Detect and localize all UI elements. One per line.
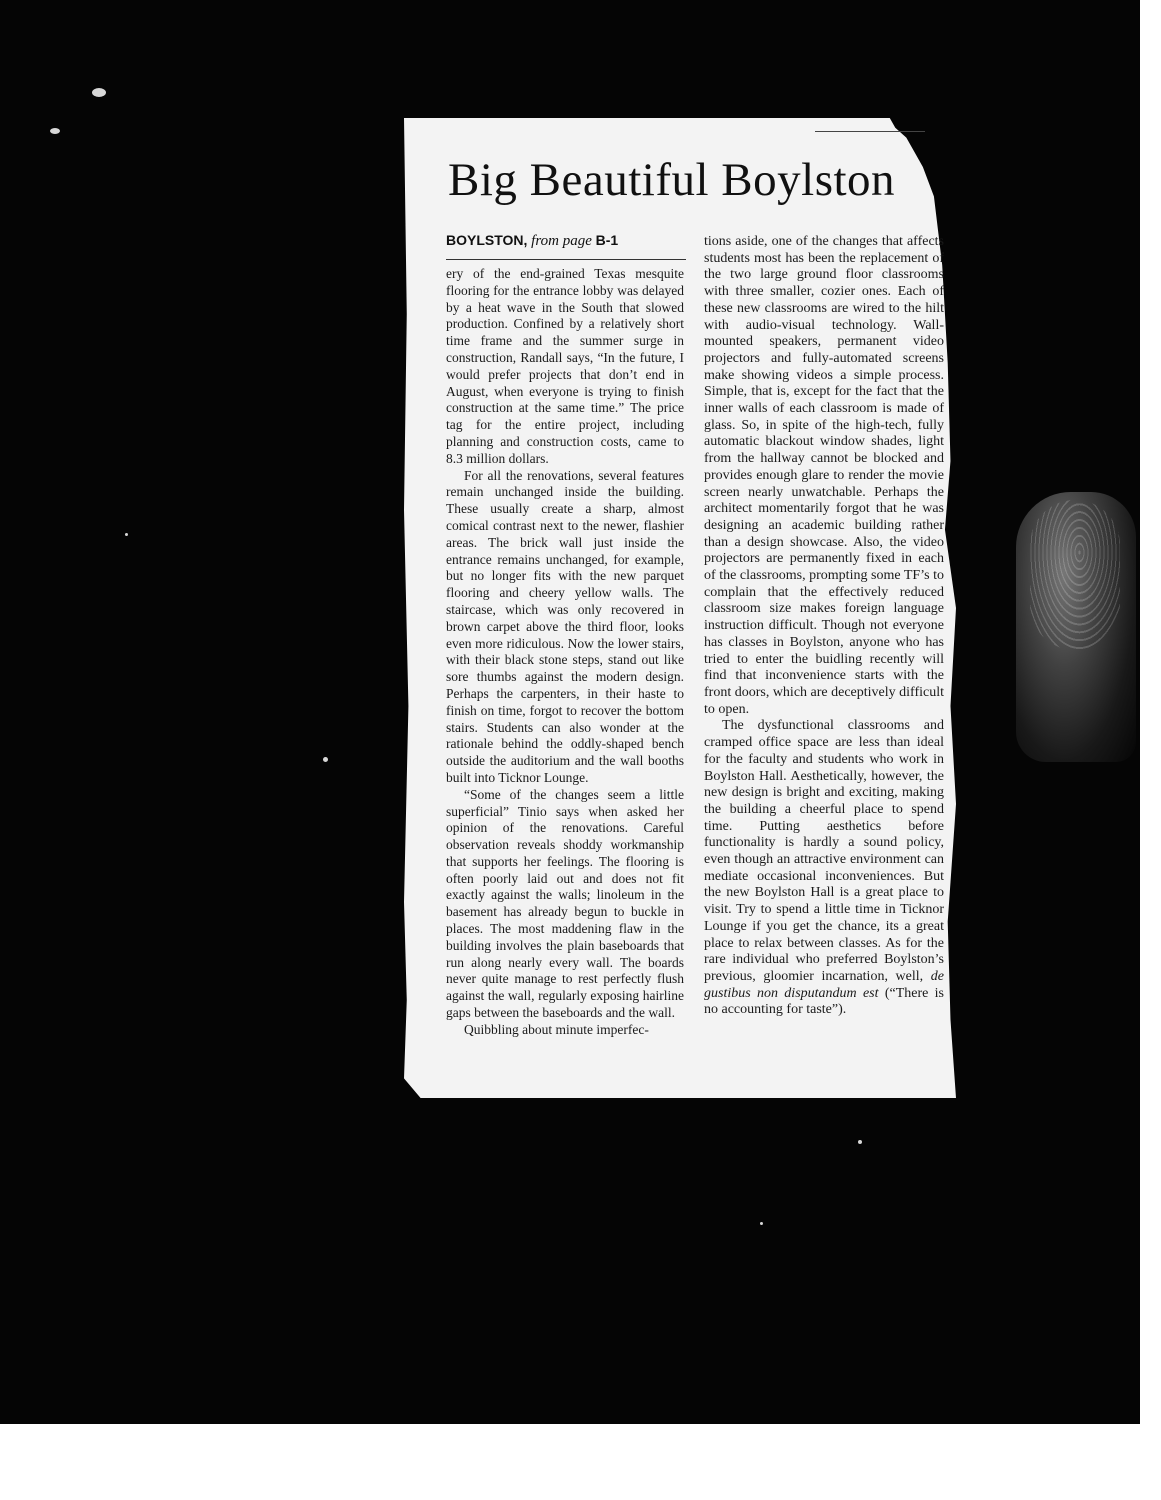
article-column-2 <box>704 234 944 1019</box>
dust-speck <box>323 757 328 762</box>
jump-slug: BOYLSTON, <box>446 232 528 248</box>
paragraph: Quibbling about minute imperfec- <box>464 1021 649 1037</box>
paragraph: ery of the end-grained Texas mesquite flooring for the entrance lobby was delayed by a heat wave in the South that slowed production. Confined by a relatively short time frame and the summer surge in construction, Randall says, “In the future, I would prefer projects that don’t end in August, when everyone is trying to finish construction at the same time.” The price tag for the entire project, including planning and construction costs, came to 8.3 million dollars. <box>446 266 684 466</box>
dust-speck <box>92 88 106 97</box>
paragraph-text: (“There is no accounting for taste”). <box>704 985 944 1018</box>
dust-speck <box>50 128 60 134</box>
paragraph-text: The dysfunctional classrooms and cramped office space are less than ideal for the faculty and students who work in Boylston Hall. Aesthetically, however, the new design is bright and exciting, making the building a cheerful place to spend time. Putting aesthetics before functionality is hardly a sound policy, even though an attractive environment can mediate occasional inconveniences. But the new Boylston Hall is a great place to visit. Try to spend a little time in Ticknor Lounge if you get the chance, its a great place to relax between classes. As for the rare individual who preferred Boylston’s previous, gloomier incarnation, well, <box>704 718 944 984</box>
paragraph: tions aside, one of the changes that affects students most has been the replacement of the two large ground floor classrooms with three smaller, cozier ones. Each of these new classrooms are wired to the hilt with audio-visual technology. Wall-mounted speakers, permanent video projectors and fully-automated screens make showing videos a simple process. Simple, that is, except for the fact that the inner walls of each classroom is made of glass. So, in spite of the high-tech, fully automatic blackout window shades, light from the hallway cannot be blocked and provides enough glare to render the movie screen nearly unwatchable. Perhaps the architect momentarily forgot that he was designing an academic building rather than a design showcase. Also, the video projectors are permanently fixed in each of the classrooms, prompting some TF’s to complain that the effectively reduced classroom size makes foreign language instruction difficult. Though not everyone has classes in Boylston, anyone who has tried to enter the buidling recently will find that inconvenience starts with the front doors, which are deceptively difficult to open. <box>704 234 944 717</box>
paragraph <box>704 718 944 1019</box>
clipping-top-rule <box>815 131 925 132</box>
dust-speck <box>858 1140 862 1144</box>
latin-phrase: de gustibus non disputandum est <box>704 968 944 1001</box>
paragraph: For all the renovations, several features remain unchanged inside the building. These usually create a sharp, almost comical contrast next to the newer, flashier areas. The brick wall just inside the entrance remains unchanged, for example, but no longer fits with the new parquet flooring and cheery yellow walls. The staircase, which was only recovered in brown carpet above the third floor, looks even more ridiculous. Now the lower stairs, with their black stone steps, stand out like sore thumbs against the modern design. Perhaps the carpenters, in their haste to finish on time, forgot to recover the bottom stairs. Students can also wonder at the rationale behind the oddly-shaped bench outside the auditorium and the wall booths built into Ticknor Lounge. <box>446 467 684 785</box>
jump-from: from page <box>531 233 592 249</box>
jump-rule <box>446 259 686 260</box>
article-column-1 <box>446 266 684 1039</box>
dust-speck <box>760 1222 763 1225</box>
dust-speck <box>125 533 128 536</box>
headline: Big Beautiful Boylston <box>448 154 896 206</box>
paragraph: “Some of the changes seem a little superficial” Tinio says when asked her opinion of the renovations. Careful observation reveals shoddy workmanship that supports her feelings. The flooring is often poorly laid out and does not fit exactly against the walls; linoleum in the basement has already begun to buckle in places. The most maddening flaw in the building involves the plain baseboards that run along nearly every wall. The boards never quite manage to rest perfectly flush against the wall, regularly exposing hairline gaps between the baseboards and the wall. <box>446 786 684 1021</box>
jump-line <box>446 232 618 250</box>
thumbprint-texture <box>1030 500 1120 650</box>
jump-page: B-1 <box>595 232 619 248</box>
